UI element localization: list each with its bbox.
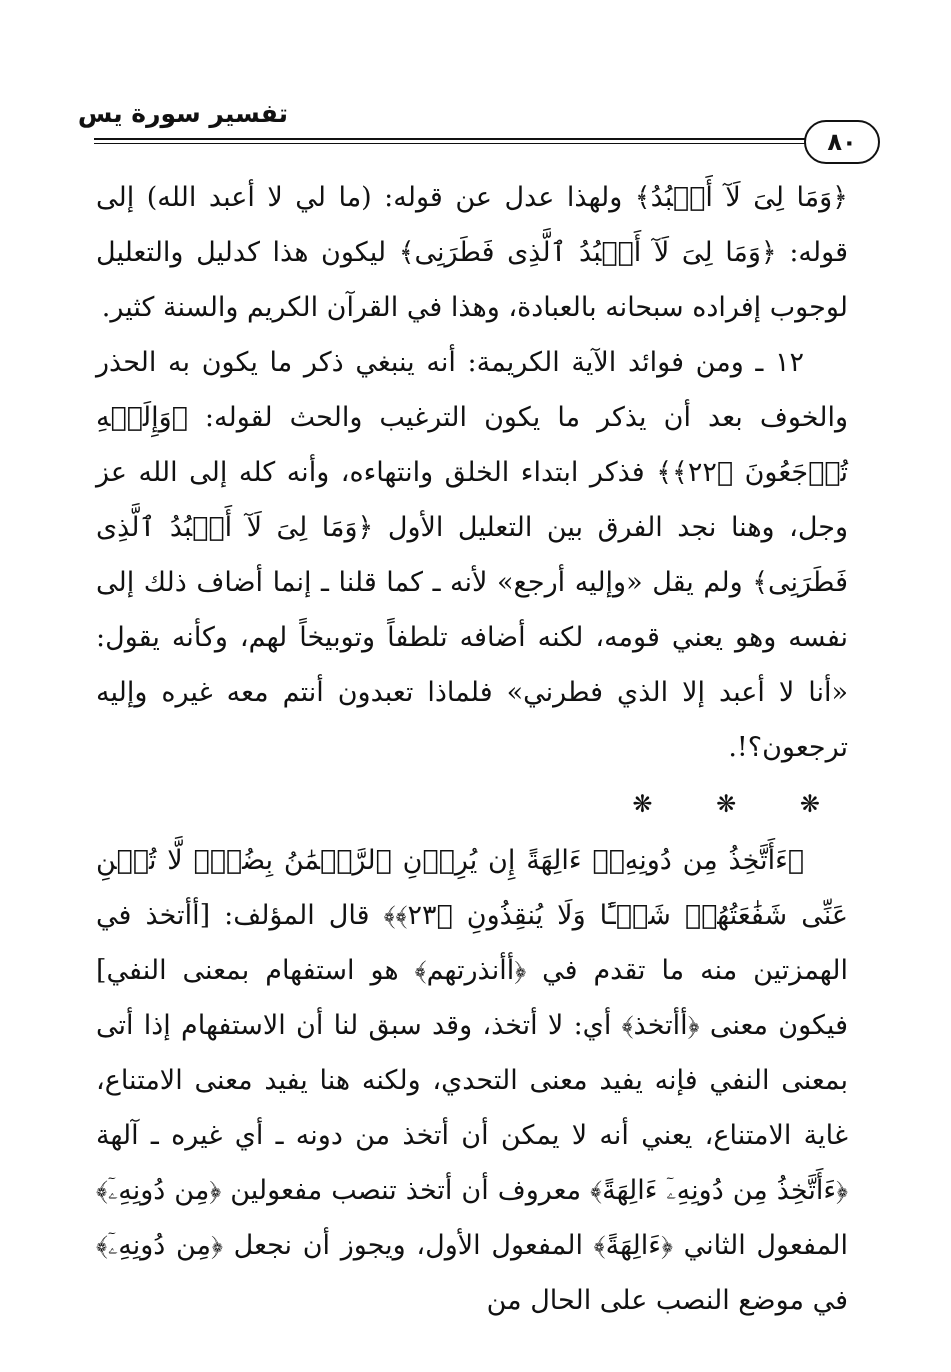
paragraph-benefit-12: ١٢ ـ ومن فوائد الآية الكريمة: أنه ينبغي ذكر ما يكون به الحذر والخوف بعد أن يذكر ما يكون الترغيب والحث لقوله: ﴿وَإِلَيۡهِ تُرۡجَعُونَ ﴿٢٢﴾﴾ فذكر ابتداء الخلق وانتهاءه، وأنه كله إلى الله عز وجل، وهنا نجد الفرق بين التعليل الأول ﴿وَمَا لِىَ لَآ أَعۡبُدُ ٱلَّذِى فَطَرَنِى﴾ ولم يقل «وإليه أرجع» لأنه ـ كما قلنا ـ إنما أضاف ذلك إلى نفسه وهو يعني قومه، لكنه أضافه تلطفاً وتوبيخاً لهم، وكأنه يقول: «أنا لا أعبد إلا الذي فطرني» فلماذا تعبدون أنتم معه غيره وإليه ترجعون؟!.	[96, 347, 848, 763]
paragraph-verse-23: ﴿ءَأَتَّخِذُ مِن دُونِهِۦٓ ءَالِهَةً إِن يُرِدۡنِ ٱلرَّحۡمَٰنُ بِضُرّٖ لَّا تُغۡنِ عَنِّى شَفَٰعَتُهُمۡ شَيۡـًٔا وَلَا يُنقِذُونِ ﴿٢٣﴾﴾ قال المؤلف: [أأتخذ في الهمزتين منه ما تقدم في ﴿أأنذرتهم﴾ هو استفهام بمعنى النفي] فيكون معنى ﴿أأتخذ﴾ أي: لا أتخذ، وقد سبق لنا أن الاستفهام إذا أتى بمعنى النفي فإنه يفيد معنى التحدي، ولكنه هنا يفيد معنى الامتناع، غاية الامتناع، يعني أنه لا يمكن أن أتخذ من دونه ـ أي غيره ـ آلهة ﴿ءَأَتَّخِذُ مِن دُونِهِۦٓ ءَالِهَةً﴾ معروف أن أتخذ تنصب مفعولين ﴿مِن دُونِهِۦٓ﴾ المفعول الثاني ﴿ءَالِهَةً﴾ المفعول الأول، ويجوز أن نجعل ﴿مِن دُونِهِۦٓ﴾ في موضع النصب على الحال من	[96, 845, 848, 1316]
page-number: ٨٠	[804, 120, 880, 164]
header-rule	[94, 138, 806, 144]
paragraph-continuation: ﴿وَمَا لِىَ لَآ أَعۡبُدُ﴾ ولهذا عدل عن قوله: (ما لي لا أعبد الله) إلى قوله: ﴿وَمَا لِىَ لَآ أَعۡبُدُ ٱلَّذِى فَطَرَنِى﴾ ليكون هذا كدليل والتعليل لوجوب إفراده سبحانه بالعبادة، وهذا في القرآن الكريم والسنة كثير.	[96, 182, 848, 323]
body-text	[96, 170, 848, 1328]
running-title: تفسير سورة يس	[77, 99, 288, 128]
section-separator: ❋ ❋ ❋	[632, 790, 848, 818]
